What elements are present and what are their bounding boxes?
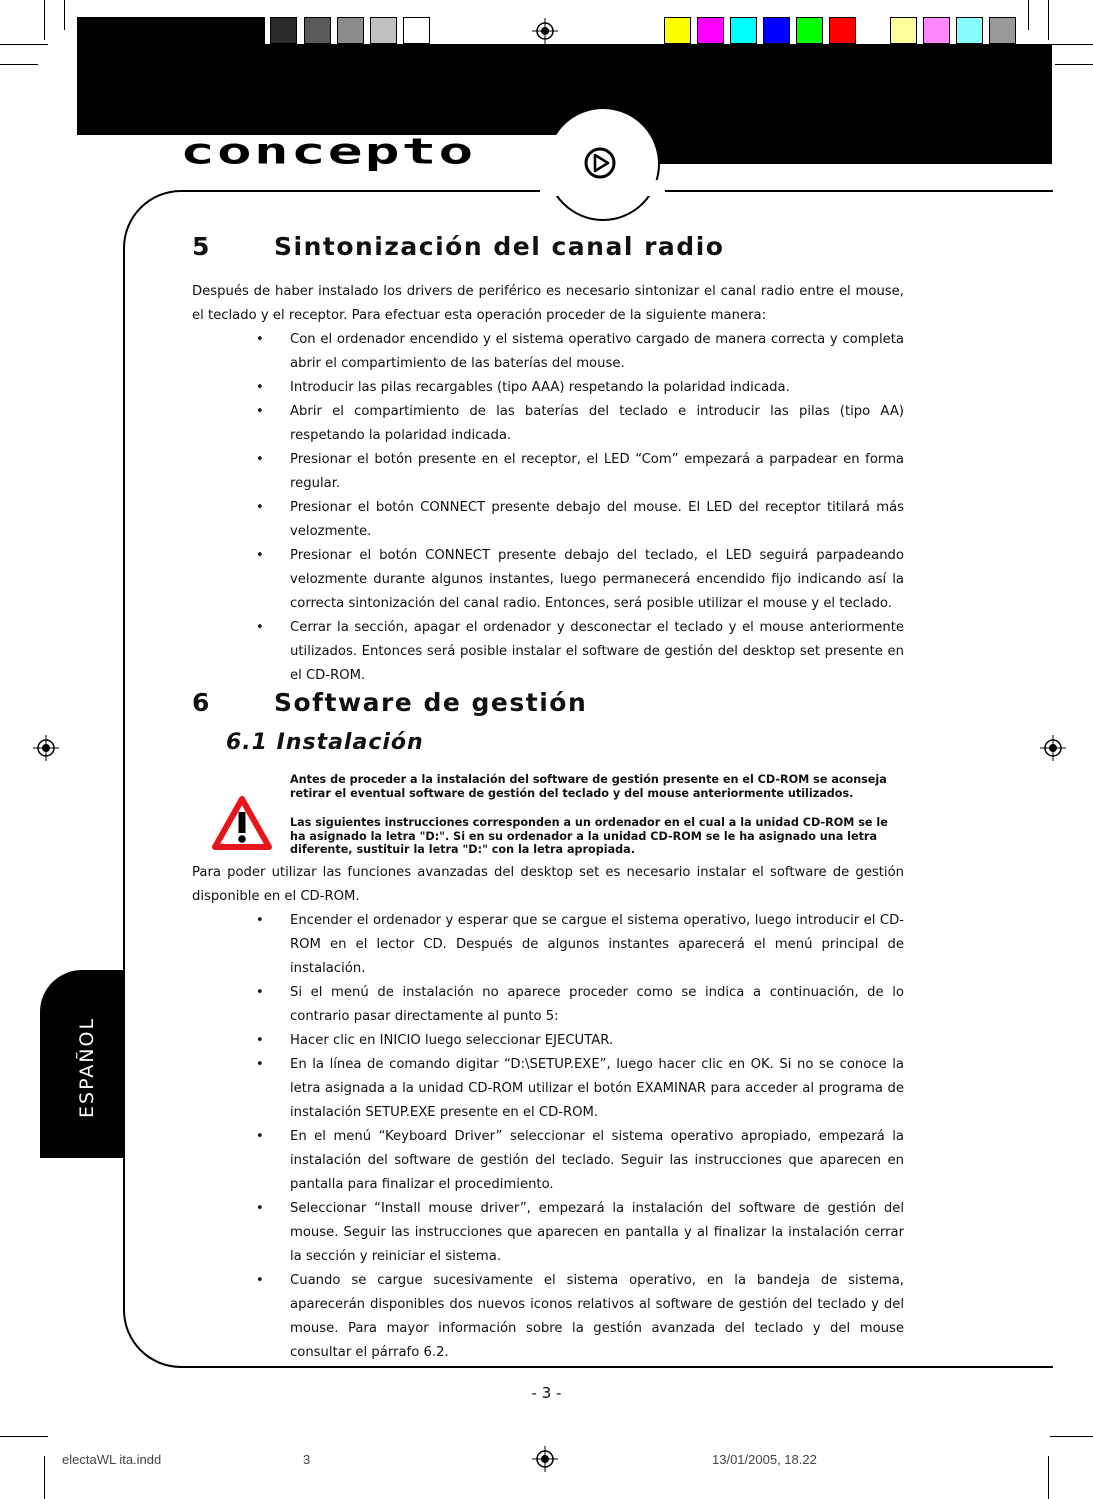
list-item: • Con el ordenador encendido y el sistema operativo cargado de manera correcta y completa abrir el compartimiento de las baterías del mouse. xyxy=(256,328,904,376)
color-swatch xyxy=(829,17,856,44)
list-item: • En la línea de comando digitar “D:\SETUP.EXE”, luego hacer clic en OK. Si no se conoce la letra asignada a la unidad CD-ROM utilizar el botón EXAMINAR para acceder al programa de instalación SETUP.EXE presente en el CD-ROM. xyxy=(256,1053,904,1125)
section-title: Software de gestión xyxy=(274,688,588,717)
warning-triangle-icon xyxy=(212,796,272,850)
registration-mark-icon xyxy=(532,18,558,44)
list-item: • Cerrar la sección, apagar el ordenador y desconectar el teclado y el mouse anteriormente utilizados. Entonces será posible instalar el software de gestión del desktop set presente en el CD-ROM. xyxy=(256,616,904,688)
color-swatch xyxy=(304,17,331,44)
slug-date: 13/01/2005, 18.22 xyxy=(712,1452,817,1467)
section-number: 5 xyxy=(192,232,211,261)
language-label: ESPAÑOL xyxy=(76,1016,98,1118)
color-swatch xyxy=(730,17,757,44)
crop-mark xyxy=(1048,0,1049,40)
subsection-6-1-heading: 6.1 Instalación xyxy=(226,730,424,755)
section-5-heading xyxy=(192,232,724,261)
color-swatch xyxy=(796,17,823,44)
list-item: • Cuando se cargue sucesivamente el sistema operativo, en la bandeja de sistema, aparecerán disponibles dos nuevos iconos relativos al software de gestión del teclado y del mouse. Para mayor información sobre la gestión avanzada del teclado y del mouse consultar el párrafo 6.2. xyxy=(256,1269,904,1365)
list-item: • En el menú “Keyboard Driver” seleccionar el sistema operativo apropiado, empezará la instalación del software de gestión del teclado. Seguir las instrucciones que aparecen en pantalla para finalizar el procedimiento. xyxy=(256,1125,904,1197)
crop-mark xyxy=(1028,0,1029,30)
crop-mark xyxy=(1048,1456,1049,1499)
crop-mark xyxy=(1050,44,1093,45)
color-swatch xyxy=(403,17,430,44)
registration-mark-icon xyxy=(33,735,59,761)
list-item: • Hacer clic en INICIO luego seleccionar EJECUTAR. xyxy=(256,1029,904,1053)
crop-mark xyxy=(1050,1436,1093,1437)
list-item: • Encender el ordenador y esperar que se cargue el sistema operativo, luego introducir el CD-ROM en el lector CD. Después de algunos instantes aparecerá el menú principal de instalación. xyxy=(256,909,904,981)
warning-note-2: Las siguientes instrucciones corresponden a un ordenador en el cual a la unidad CD-ROM se le ha asignado la letra "D:". Si en su ordenador a la unidad CD-ROM se le ha asignado una letra diferente, sustituir la letra "D:" con la letra apropiada. xyxy=(290,816,888,856)
section-6-heading xyxy=(192,688,587,717)
list-item: • Si el menú de instalación no aparece proceder como se indica a continuación, de lo contrario pasar directamente al punto 5: xyxy=(256,981,904,1029)
list-item: • Abrir el compartimiento de las baterías del teclado e introducir las pilas (tipo AA) respetando la polaridad indicada. xyxy=(256,400,904,448)
list-item: • Presionar el botón presente en el receptor, el LED “Com” empezará a parpadear en forma regular. xyxy=(256,448,904,496)
play-circle-icon xyxy=(583,146,617,180)
color-swatch xyxy=(370,17,397,44)
section-6-steps xyxy=(256,909,904,1365)
crop-mark xyxy=(0,64,38,65)
color-swatch xyxy=(763,17,790,44)
color-swatch xyxy=(270,17,297,44)
registration-mark-icon xyxy=(532,1446,558,1472)
section-5-steps xyxy=(256,328,904,688)
color-swatch xyxy=(664,17,691,44)
crop-mark xyxy=(44,0,45,40)
slug-page: 3 xyxy=(303,1452,311,1467)
header-top-strip xyxy=(77,17,265,44)
color-swatch xyxy=(989,17,1016,44)
slug-file-name: electaWL ita.indd xyxy=(62,1452,162,1467)
section-6-intro: Para poder utilizar las funciones avanzadas del desktop set es necesario instalar el software de gestión disponible en el CD-ROM. xyxy=(192,865,904,904)
color-swatch xyxy=(697,17,724,44)
brand-logo xyxy=(40,129,560,185)
color-swatch xyxy=(923,17,950,44)
crop-mark xyxy=(0,44,48,45)
frame-gap xyxy=(540,180,665,196)
logo-text: concepto xyxy=(180,129,476,172)
section-5-intro: Después de haber instalado los drivers de periférico es necesario sintonizar el canal radio entre el mouse, el teclado y el receptor. Para efectuar esta operación proceder de la siguiente manera: xyxy=(192,284,904,323)
list-item: • Presionar el botón CONNECT presente debajo del teclado, el LED seguirá parpadeando velozmente durante algunos instantes, luego permanecerá encendido fijo indicando así la correcta sintonización del canal radio. Entonces, será posible utilizar el mouse y el teclado. xyxy=(256,544,904,616)
crop-mark xyxy=(1055,64,1093,65)
crop-mark xyxy=(64,0,65,30)
list-item: • Seleccionar “Install mouse driver”, empezará la instalación del software de gestión del mouse. Seguir las instrucciones que aparecen en pantalla y al finalizar la instalación cerrar la sección y reiniciar el sistema. xyxy=(256,1197,904,1269)
page-number: - 3 - xyxy=(531,1384,562,1402)
color-swatch xyxy=(337,17,364,44)
warning-note-1: Antes de proceder a la instalación del software de gestión presente en el CD-ROM se aconseja retirar el eventual software de gestión del teclado y del mouse anteriormente utilizados. xyxy=(290,773,887,800)
list-item: • Introducir las pilas recargables (tipo AAA) respetando la polaridad indicada. xyxy=(256,376,904,400)
crop-mark xyxy=(0,1436,48,1437)
registration-mark-icon xyxy=(1040,735,1066,761)
crop-mark xyxy=(44,1456,45,1499)
color-swatch xyxy=(956,17,983,44)
section-title: Sintonización del canal radio xyxy=(274,232,725,261)
color-swatch xyxy=(890,17,917,44)
list-item: • Presionar el botón CONNECT presente debajo del mouse. El LED del receptor titilará más velozmente. xyxy=(256,496,904,544)
section-number: 6 xyxy=(192,688,211,717)
